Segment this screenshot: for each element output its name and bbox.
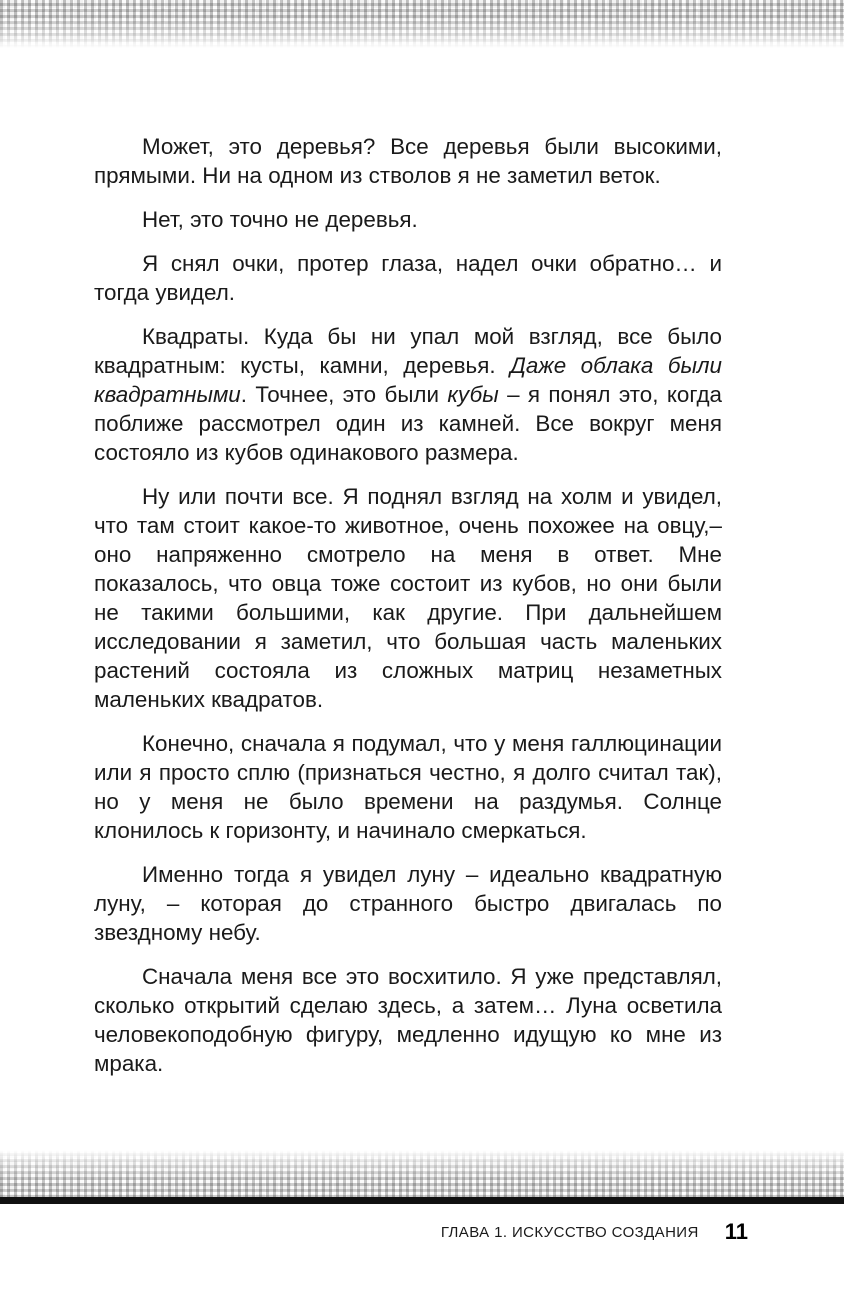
bottom-pixel-border <box>0 1150 844 1198</box>
footer-divider <box>0 1197 844 1204</box>
text-run: Я снял очки, протер глаза, надел очки обратно… и тогда увидел. <box>94 251 722 305</box>
text-run: . Точнее, это были <box>240 382 448 407</box>
paragraph <box>94 322 722 467</box>
page-footer <box>441 1214 748 1250</box>
paragraph <box>94 860 722 947</box>
text-run: Квадраты. Куда бы ни упал мой взгляд, все было квадратным: кусты, камни, деревья. <box>94 324 722 378</box>
paragraph <box>94 482 722 714</box>
page-number: 11 <box>724 1219 748 1244</box>
paragraph <box>94 249 722 307</box>
text-run: Сначала меня все это восхитило. Я уже представлял, сколько открытий сделаю здесь, а затем… Луна осветила человекоподобную фигуру, медленно идущую ко мне из мрака. <box>94 964 722 1076</box>
paragraph <box>94 729 722 845</box>
top-pixel-border <box>0 0 844 48</box>
paragraph <box>94 132 722 190</box>
italic-text: Даже облака были квадратными <box>94 353 722 407</box>
running-chapter-title: ГЛАВА 1. ИСКУССТВО СОЗДАНИЯ <box>440 1223 699 1241</box>
text-run: – я понял это, когда поближе рассмотрел один из камней. Все вокруг меня состояло из кубов одинакового размера. <box>94 382 722 465</box>
text-run: Может, это деревья? Все деревья были высокими, прямыми. Ни на одном из стволов я не заметил веток. <box>94 134 722 188</box>
text-run: Именно тогда я увидел луну – идеально квадратную луну, – которая до странного быстро двигалась по звездному небу. <box>94 862 722 945</box>
body-text <box>94 132 722 1093</box>
text-run: Нет, это точно не деревья. <box>142 207 418 232</box>
text-run: Ну или почти все. Я поднял взгляд на холм и увидел, что там стоит какое-то животное, очень похожее на овцу,– оно напряженно смотрело на меня в ответ. Мне показалось, что овца тоже состоит из кубов, но они были не такими большими, как другие. При дальнейшем исследовании я заметил, что большая часть маленьких растений состояла из сложных матриц незаметных маленьких квадратов. <box>94 484 722 712</box>
paragraph <box>94 962 722 1078</box>
italic-text: кубы <box>447 382 499 407</box>
paragraph <box>94 205 722 234</box>
text-run: Конечно, сначала я подумал, что у меня галлюцинации или я просто сплю (признаться честно, я долго считал так), но у меня не было времени на раздумья. Солнце клонилось к горизонту, и начинало смеркаться. <box>94 731 722 843</box>
